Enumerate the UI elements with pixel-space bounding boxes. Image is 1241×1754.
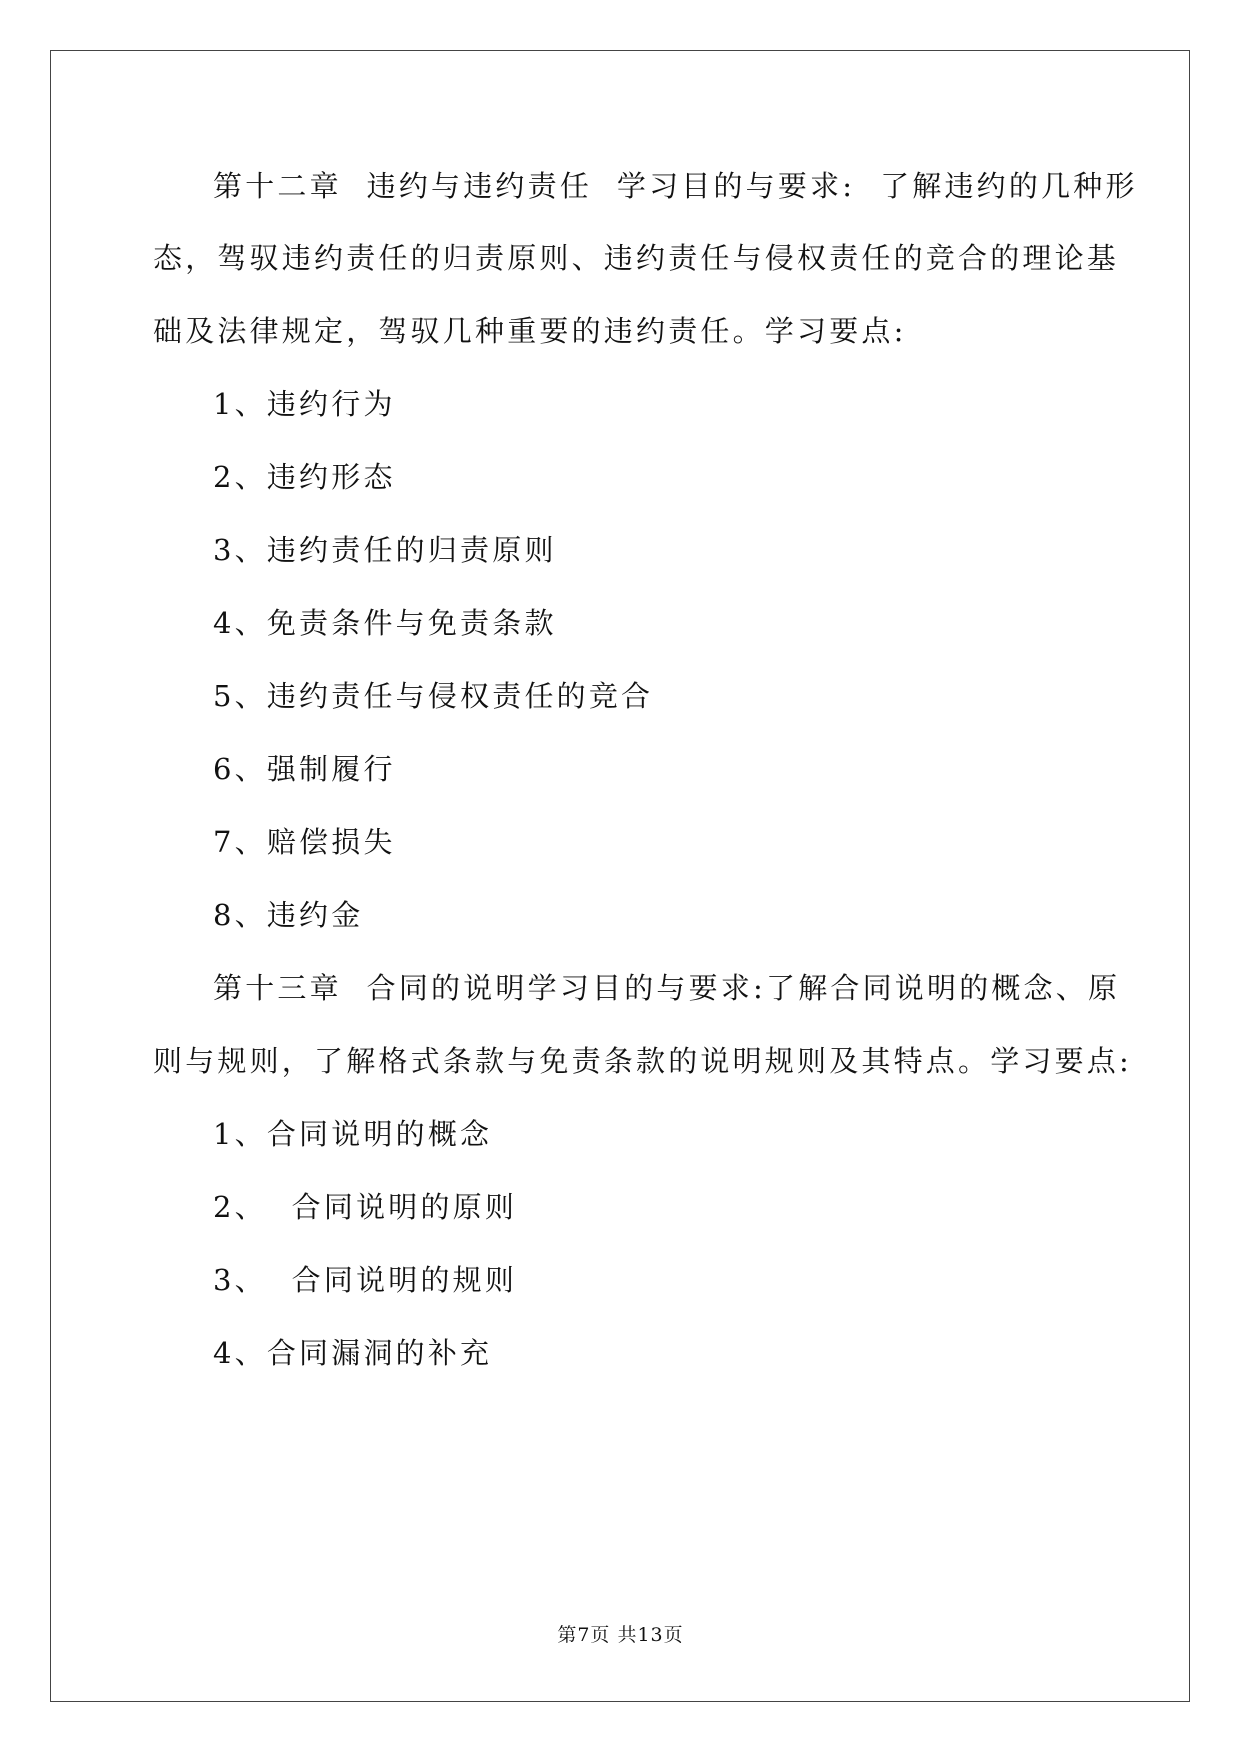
chapter-12-point-1: 1、违约行为	[213, 387, 396, 421]
chapter-12-point-2: 2、违约形态	[213, 460, 396, 494]
chapter-13-intro-line-1: 第十三章 合同的说明学习目的与要求:了解合同说明的概念、原	[213, 971, 1121, 1005]
chapter-13-intro-line-2: 则与规则，了解格式条款与免责条款的说明规则及其特点。学习要点:	[153, 1044, 1132, 1078]
chapter-12-point-4: 4、免责条件与免责条款	[213, 606, 557, 640]
page-number-footer: 第7页 共13页	[557, 1624, 684, 1646]
chapter-12-intro-line-2: 态，驾驭违约责任的归责原则、违约责任与侵权责任的竞合的理论基	[153, 241, 1120, 275]
chapter-12-intro-line-3: 础及法律规定，驾驭几种重要的违约责任。学习要点:	[153, 314, 907, 348]
page-border	[50, 50, 1190, 1702]
chapter-12-point-3: 3、违约责任的归责原则	[213, 533, 557, 567]
chapter-12-point-7: 7、赔偿损失	[213, 825, 396, 859]
chapter-12-intro-line-1: 第十二章 违约与违约责任 学习目的与要求: 了解违约的几种形	[213, 169, 1138, 203]
chapter-12-point-6: 6、强制履行	[213, 752, 396, 786]
chapter-13-point-3: 3、 合同说明的规则	[213, 1263, 518, 1297]
chapter-12-point-5: 5、违约责任与侵权责任的竞合	[213, 679, 654, 713]
chapter-13-point-2: 2、 合同说明的原则	[213, 1190, 518, 1224]
chapter-12-point-8: 8、违约金	[213, 898, 364, 932]
chapter-13-point-4: 4、合同漏洞的补充	[213, 1336, 493, 1370]
chapter-13-point-1: 1、合同说明的概念	[213, 1117, 493, 1151]
